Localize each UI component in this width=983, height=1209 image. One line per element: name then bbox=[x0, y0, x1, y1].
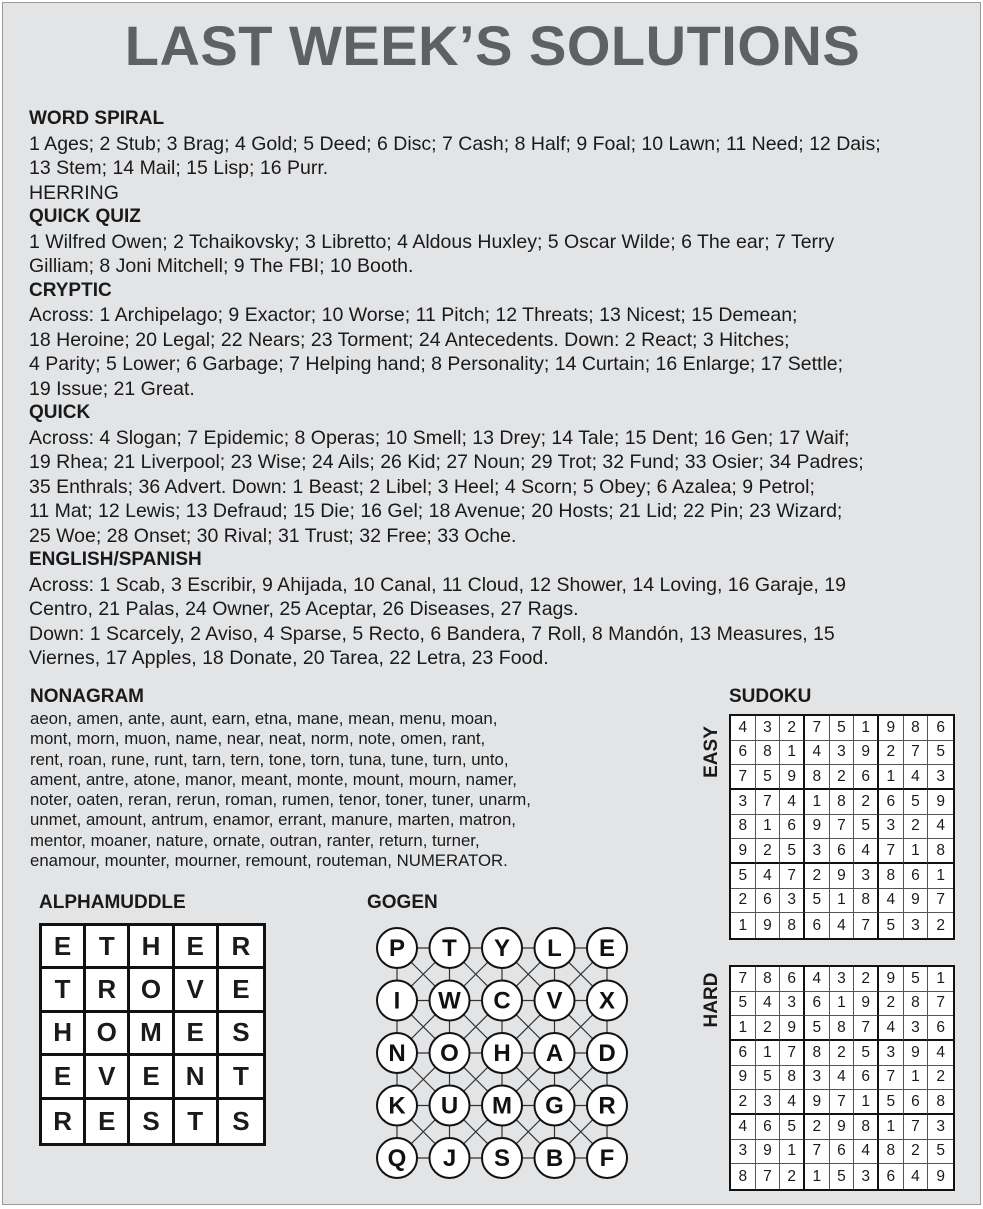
sudoku-cell: 7 bbox=[731, 765, 756, 790]
sudoku-cell: 3 bbox=[879, 1041, 904, 1066]
sudoku-cell: 5 bbox=[928, 1140, 953, 1165]
sudoku-cell: 4 bbox=[854, 839, 879, 864]
sudoku-cell: 5 bbox=[879, 1090, 904, 1115]
sudoku-cell: 8 bbox=[928, 1090, 953, 1115]
sudoku-cell: 9 bbox=[879, 716, 904, 741]
sudoku-cell: 9 bbox=[780, 1016, 805, 1041]
sudoku-cell: 6 bbox=[780, 815, 805, 840]
sudoku-hard-label: HARD bbox=[701, 972, 722, 1028]
sudoku-cell: 9 bbox=[780, 765, 805, 790]
sudoku-cell: 3 bbox=[904, 913, 929, 938]
sudoku-heading: SUDOKU bbox=[729, 686, 812, 707]
word-spiral-line: HERRING bbox=[29, 181, 119, 204]
sudoku-cell: 6 bbox=[830, 1140, 855, 1165]
nonagram-words bbox=[30, 709, 700, 871]
gogen-letter: V bbox=[546, 987, 563, 1015]
sudoku-cell: 8 bbox=[756, 967, 781, 992]
cryptic-heading: CRYPTIC bbox=[29, 279, 112, 301]
sudoku-cell: 9 bbox=[756, 1140, 781, 1165]
alphamuddle-cell: R bbox=[219, 926, 263, 969]
sudoku-cell: 6 bbox=[879, 1164, 904, 1189]
sudoku-cell: 2 bbox=[928, 1066, 953, 1091]
gogen-letter: X bbox=[598, 987, 616, 1015]
gogen-letter: Q bbox=[387, 1145, 407, 1172]
sudoku-cell: 4 bbox=[780, 790, 805, 815]
sudoku-cell: 1 bbox=[731, 913, 756, 938]
sudoku-cell: 8 bbox=[805, 765, 830, 790]
sudoku-cell: 2 bbox=[830, 1041, 855, 1066]
sudoku-cell: 1 bbox=[830, 992, 855, 1017]
sudoku-cell: 2 bbox=[731, 889, 756, 914]
sudoku-cell: 7 bbox=[904, 741, 929, 766]
alphamuddle-cell: E bbox=[42, 926, 86, 969]
sudoku-cell: 2 bbox=[805, 864, 830, 889]
nonagram-line: mentor, moaner, nature, ornate, outran, ranter, return, turner, bbox=[30, 830, 480, 850]
alphamuddle-cell: E bbox=[130, 1056, 174, 1099]
nonagram-line: noter, oaten, reran, rerun, roman, rumen, tenor, toner, tuner, unarm, bbox=[30, 790, 531, 810]
sudoku-cell: 7 bbox=[904, 1115, 929, 1140]
solutions-page bbox=[2, 2, 981, 1205]
sudoku-cell: 8 bbox=[780, 1066, 805, 1091]
alphamuddle-cell: V bbox=[175, 969, 219, 1012]
alphamuddle-cell: E bbox=[219, 969, 263, 1012]
sudoku-cell: 8 bbox=[854, 1115, 879, 1140]
nonagram-line: enamour, mounter, mourner, remount, routeman, NUMERATOR. bbox=[30, 851, 508, 871]
sudoku-cell: 1 bbox=[904, 1066, 929, 1091]
sudoku-cell: 7 bbox=[928, 889, 953, 914]
gogen-letter: P bbox=[388, 935, 406, 962]
answers-block bbox=[29, 107, 964, 671]
sudoku-cell: 5 bbox=[756, 1066, 781, 1091]
sudoku-cell: 2 bbox=[936, 916, 945, 934]
gogen-grid bbox=[367, 923, 637, 1183]
gogen-letter: C bbox=[493, 987, 511, 1015]
sudoku-cell: 7 bbox=[879, 1066, 904, 1091]
alphamuddle-cell: S bbox=[232, 1105, 250, 1136]
sudoku-cell: 3 bbox=[805, 839, 830, 864]
sudoku-cell: 7 bbox=[756, 790, 781, 815]
sudoku-cell: 5 bbox=[830, 716, 855, 741]
gogen-letter: S bbox=[493, 1145, 511, 1172]
nonagram-line: ament, antre, atone, manor, meant, monte, mount, mourn, namer, bbox=[30, 769, 517, 789]
sudoku-cell: 4 bbox=[904, 765, 929, 790]
alphamuddle-cell: O bbox=[130, 969, 174, 1012]
sudoku-cell: 2 bbox=[780, 1164, 805, 1189]
sudoku-cell: 5 bbox=[756, 765, 781, 790]
sudoku-cell: 5 bbox=[780, 1115, 805, 1140]
sudoku-easy-grid bbox=[729, 714, 955, 940]
alphamuddle-cell: T bbox=[42, 969, 86, 1012]
sudoku-cell: 3 bbox=[879, 815, 904, 840]
sudoku-cell: 3 bbox=[904, 1016, 929, 1041]
sudoku-cell: 6 bbox=[805, 913, 830, 938]
alphamuddle-cell: V bbox=[86, 1056, 130, 1099]
sudoku-cell: 7 bbox=[756, 1164, 781, 1189]
sudoku-cell: 1 bbox=[805, 1164, 830, 1189]
sudoku-cell: 8 bbox=[830, 1016, 855, 1041]
sudoku-cell: 6 bbox=[928, 1016, 953, 1041]
gogen-letter: U bbox=[440, 1092, 459, 1120]
english-spanish-line: Across: 1 Scab, 3 Escribir, 9 Ahijada, 10 Canal, 11 Cloud, 12 Shower, 14 Loving, 16 Garaje, 19 bbox=[29, 573, 846, 596]
sudoku-cell: 7 bbox=[805, 716, 830, 741]
sudoku-cell: 5 bbox=[805, 889, 830, 914]
sudoku-cell: 2 bbox=[756, 839, 781, 864]
alphamuddle-cell: N bbox=[175, 1056, 219, 1099]
sudoku-cell: 6 bbox=[879, 790, 904, 815]
sudoku-cell: 4 bbox=[756, 992, 781, 1017]
gogen-letter: W bbox=[438, 987, 461, 1015]
english-spanish-line: Viernes, 17 Apples, 18 Donate, 20 Tarea, 22 Letra, 23 Food. bbox=[29, 647, 549, 669]
sudoku-cell: 9 bbox=[731, 839, 756, 864]
nonagram-line: unmet, amount, antrum, enamor, errant, manure, marten, matron, bbox=[30, 810, 516, 830]
sudoku-cell: 2 bbox=[904, 815, 929, 840]
sudoku-cell: 4 bbox=[928, 1041, 953, 1066]
sudoku-cell: 8 bbox=[756, 741, 781, 766]
quick-line: Across: 4 Slogan; 7 Epidemic; 8 Operas; 10 Smell; 13 Drey; 14 Tale; 15 Dent; 16 Gen; 17 Waif; bbox=[29, 426, 850, 449]
quick-quiz-line: 1 Wilfred Owen; 2 Tchaikovsky; 3 Libretto; 4 Aldous Huxley; 5 Oscar Wilde; 6 The ear; 7 Terry bbox=[29, 230, 835, 253]
sudoku-cell: 3 bbox=[928, 765, 953, 790]
gogen-letter: N bbox=[388, 1040, 406, 1067]
cryptic-line: Across: 1 Archipelago; 9 Exactor; 10 Worse; 11 Pitch; 12 Threats; 13 Nicest; 15 Demean; bbox=[29, 304, 798, 326]
sudoku-cell: 9 bbox=[854, 741, 879, 766]
sudoku-easy-label: EASY bbox=[701, 726, 722, 778]
sudoku-cell: 1 bbox=[879, 765, 904, 790]
sudoku-cell: 1 bbox=[854, 716, 879, 741]
nonagram-line: aeon, amen, ante, aunt, earn, etna, mane, mean, menu, moan, bbox=[30, 709, 498, 728]
gogen-letter: B bbox=[545, 1145, 564, 1172]
gogen-letter: R bbox=[598, 1092, 616, 1120]
sudoku-cell: 2 bbox=[879, 992, 904, 1017]
sudoku-cell: 5 bbox=[854, 1041, 879, 1066]
sudoku-cell: 2 bbox=[731, 1090, 756, 1115]
alphamuddle-cell: E bbox=[175, 1013, 219, 1056]
sudoku-cell: 6 bbox=[780, 967, 805, 992]
sudoku-cell: 8 bbox=[904, 716, 929, 741]
sudoku-cell: 8 bbox=[731, 815, 756, 840]
alphamuddle-heading: ALPHAMUDDLE bbox=[39, 892, 186, 913]
gogen-letter: M bbox=[492, 1092, 512, 1120]
sudoku-cell: 4 bbox=[731, 1115, 756, 1140]
sudoku-cell: 1 bbox=[756, 815, 781, 840]
sudoku-cell: 4 bbox=[928, 815, 953, 840]
sudoku-cell: 3 bbox=[731, 790, 756, 815]
sudoku-cell: 3 bbox=[830, 741, 855, 766]
sudoku-cell: 6 bbox=[731, 1041, 756, 1066]
sudoku-cell: 4 bbox=[731, 716, 756, 741]
sudoku-cell: 1 bbox=[904, 839, 929, 864]
sudoku-cell: 4 bbox=[830, 1066, 855, 1091]
sudoku-cell: 3 bbox=[830, 967, 855, 992]
sudoku-cell: 9 bbox=[830, 1115, 855, 1140]
gogen-letter: G bbox=[545, 1092, 564, 1120]
sudoku-cell: 4 bbox=[830, 913, 855, 938]
sudoku-cell: 6 bbox=[731, 741, 756, 766]
sudoku-cell: 9 bbox=[904, 889, 929, 914]
sudoku-cell: 9 bbox=[936, 1167, 945, 1185]
sudoku-cell: 6 bbox=[904, 864, 929, 889]
sudoku-cell: 9 bbox=[928, 790, 953, 815]
sudoku-cell: 3 bbox=[756, 1090, 781, 1115]
sudoku-cell: 1 bbox=[830, 889, 855, 914]
alphamuddle-cell: T bbox=[86, 926, 130, 969]
english-spanish-line: Down: 1 Scarcely, 2 Aviso, 4 Sparse, 5 Recto, 6 Bandera, 7 Roll, 8 Mandón, 13 Measures, 15 bbox=[29, 622, 835, 645]
sudoku-cell: 6 bbox=[928, 716, 953, 741]
gogen-letter: E bbox=[598, 935, 616, 962]
alphamuddle-cell: O bbox=[86, 1013, 130, 1056]
alphamuddle-cell: R bbox=[42, 1100, 86, 1143]
sudoku-cell: 8 bbox=[928, 839, 953, 864]
sudoku-cell: 8 bbox=[904, 992, 929, 1017]
sudoku-cell: 2 bbox=[854, 790, 879, 815]
word-spiral-line: 1 Ages; 2 Stub; 3 Brag; 4 Gold; 5 Deed; 6 Disc; 7 Cash; 8 Half; 9 Foal; 10 Lawn; 11 Need; 12 Dais; bbox=[29, 132, 881, 155]
sudoku-cell: 4 bbox=[805, 741, 830, 766]
cryptic-line: 19 Issue; 21 Great. bbox=[29, 377, 195, 400]
quick-heading: QUICK bbox=[29, 402, 91, 423]
sudoku-cell: 1 bbox=[928, 967, 953, 992]
sudoku-cell: 6 bbox=[904, 1090, 929, 1115]
page-title: LAST WEEK’S SOLUTIONS bbox=[124, 14, 861, 77]
sudoku-cell: 8 bbox=[805, 1041, 830, 1066]
cryptic-line: 4 Parity; 5 Lower; 6 Garbage; 7 Helping hand; 8 Personality; 14 Curtain; 16 Enlarge; 17 Settle; bbox=[29, 353, 844, 375]
alphamuddle-cell: H bbox=[130, 926, 174, 969]
sudoku-cell: 5 bbox=[854, 815, 879, 840]
gogen-letter: L bbox=[547, 935, 562, 962]
gogen-letter: F bbox=[599, 1145, 615, 1172]
gogen-letter: A bbox=[545, 1040, 564, 1067]
sudoku-cell: 8 bbox=[879, 864, 904, 889]
sudoku-cell: 8 bbox=[830, 790, 855, 815]
sudoku-cell: 5 bbox=[830, 1164, 855, 1189]
sudoku-cell: 3 bbox=[731, 1140, 756, 1165]
sudoku-cell: 1 bbox=[780, 1140, 805, 1165]
sudoku-cell: 7 bbox=[854, 913, 879, 938]
sudoku-cell: 9 bbox=[854, 992, 879, 1017]
sudoku-cell: 1 bbox=[805, 790, 830, 815]
gogen-heading: GOGEN bbox=[367, 892, 438, 913]
sudoku-cell: 5 bbox=[780, 839, 805, 864]
gogen-letter: D bbox=[598, 1040, 616, 1067]
word-spiral-heading: WORD SPIRAL bbox=[29, 108, 165, 129]
sudoku-cell: 7 bbox=[928, 992, 953, 1017]
sudoku-cell: 6 bbox=[756, 889, 781, 914]
sudoku-cell: 6 bbox=[854, 765, 879, 790]
sudoku-cell: 4 bbox=[879, 889, 904, 914]
quick-line: 19 Rhea; 21 Liverpool; 23 Wise; 24 Ails; 26 Kid; 27 Noun; 29 Trot; 32 Fund; 33 Osier; 34 Padres; bbox=[29, 451, 864, 473]
sudoku-cell: 8 bbox=[879, 1140, 904, 1165]
alphamuddle-cell: E bbox=[86, 1100, 130, 1143]
alphamuddle-cell: M bbox=[130, 1013, 174, 1056]
sudoku-cell: 2 bbox=[904, 1140, 929, 1165]
sudoku-cell: 9 bbox=[830, 864, 855, 889]
sudoku-cell: 7 bbox=[854, 1016, 879, 1041]
sudoku-cell: 2 bbox=[830, 765, 855, 790]
sudoku-cell: 2 bbox=[780, 716, 805, 741]
sudoku-cell: 6 bbox=[756, 1115, 781, 1140]
gogen-letter: H bbox=[493, 1040, 511, 1067]
english-spanish-line: Centro, 21 Palas, 24 Owner, 25 Aceptar, 26 Diseases, 27 Rags. bbox=[29, 598, 579, 620]
alphamuddle-cell: R bbox=[86, 969, 130, 1012]
sudoku-cell: 7 bbox=[879, 839, 904, 864]
sudoku-cell: 3 bbox=[854, 864, 879, 889]
sudoku-cell: 5 bbox=[904, 790, 929, 815]
sudoku-cell: 7 bbox=[780, 864, 805, 889]
sudoku-cell: 5 bbox=[731, 864, 756, 889]
sudoku-cell: 4 bbox=[756, 864, 781, 889]
sudoku-cell: 7 bbox=[780, 1041, 805, 1066]
sudoku-cell: 7 bbox=[731, 967, 756, 992]
sudoku-cell: 1 bbox=[731, 1016, 756, 1041]
sudoku-cell: 6 bbox=[854, 1066, 879, 1091]
sudoku-cell: 2 bbox=[805, 1115, 830, 1140]
sudoku-cell: 5 bbox=[904, 967, 929, 992]
sudoku-cell: 4 bbox=[805, 967, 830, 992]
sudoku-cell: 8 bbox=[780, 913, 805, 938]
alphamuddle-cell: S bbox=[219, 1013, 263, 1056]
alphamuddle-cell: T bbox=[175, 1100, 219, 1143]
sudoku-cell: 4 bbox=[879, 1016, 904, 1041]
quick-quiz-heading: QUICK QUIZ bbox=[29, 206, 141, 227]
gogen-letter: J bbox=[442, 1145, 457, 1172]
sudoku-cell: 9 bbox=[904, 1041, 929, 1066]
alphamuddle-cell: E bbox=[42, 1056, 86, 1099]
quick-quiz-line: Gilliam; 8 Joni Mitchell; 9 The FBI; 10 Booth. bbox=[29, 255, 414, 277]
quick-line: 11 Mat; 12 Lewis; 13 Defraud; 15 Die; 16 Gel; 18 Avenue; 20 Hosts; 21 Lid; 22 Pin; 23 Wizard; bbox=[29, 500, 843, 522]
sudoku-cell: 3 bbox=[756, 716, 781, 741]
sudoku-cell: 9 bbox=[879, 967, 904, 992]
alphamuddle-cell: S bbox=[130, 1100, 174, 1143]
alphamuddle-cell: E bbox=[175, 926, 219, 969]
quick-line: 25 Woe; 28 Onset; 30 Rival; 31 Trust; 32 Free; 33 Oche. bbox=[29, 524, 517, 547]
gogen-letter: K bbox=[388, 1092, 406, 1120]
sudoku-cell: 8 bbox=[854, 889, 879, 914]
sudoku-cell: 3 bbox=[780, 992, 805, 1017]
sudoku-cell: 1 bbox=[928, 864, 953, 889]
sudoku-cell: 5 bbox=[805, 1016, 830, 1041]
sudoku-cell: 9 bbox=[756, 913, 781, 938]
gogen-letter: T bbox=[442, 935, 457, 962]
sudoku-cell: 7 bbox=[830, 815, 855, 840]
sudoku-cell: 2 bbox=[756, 1016, 781, 1041]
sudoku-cell: 3 bbox=[805, 1066, 830, 1091]
sudoku-cell: 2 bbox=[854, 967, 879, 992]
sudoku-cell: 4 bbox=[780, 1090, 805, 1115]
gogen-letter: Y bbox=[493, 935, 511, 962]
nonagram-line: mont, morn, muon, name, near, neat, norm, note, omen, rant, bbox=[30, 729, 486, 749]
sudoku-cell: 4 bbox=[854, 1140, 879, 1165]
english-spanish-heading: ENGLISH/SPANISH bbox=[29, 549, 202, 570]
sudoku-cell: 1 bbox=[854, 1090, 879, 1115]
word-spiral-line: 13 Stem; 14 Mail; 15 Lisp; 16 Purr. bbox=[29, 157, 329, 179]
sudoku-cell: 9 bbox=[805, 815, 830, 840]
gogen-letter: I bbox=[393, 987, 401, 1015]
sudoku-cell: 5 bbox=[731, 992, 756, 1017]
cryptic-line: 18 Heroine; 20 Legal; 22 Nears; 23 Torment; 24 Antecedents. Down: 2 React; 3 Hitches; bbox=[29, 328, 790, 351]
alphamuddle-cell: H bbox=[42, 1013, 86, 1056]
sudoku-cell: 6 bbox=[805, 992, 830, 1017]
sudoku-cell: 2 bbox=[879, 741, 904, 766]
sudoku-cell: 1 bbox=[780, 741, 805, 766]
sudoku-cell: 4 bbox=[904, 1164, 929, 1189]
sudoku-cell: 5 bbox=[879, 913, 904, 938]
alphamuddle-cell: T bbox=[219, 1056, 263, 1099]
gogen-letter: O bbox=[440, 1040, 459, 1067]
sudoku-cell: 1 bbox=[756, 1041, 781, 1066]
sudoku-cell: 7 bbox=[805, 1140, 830, 1165]
nonagram-line: rent, roan, rune, runt, tarn, tern, tone, torn, tuna, tune, turn, unto, bbox=[30, 749, 509, 769]
nonagram-heading: NONAGRAM bbox=[30, 686, 144, 707]
sudoku-cell: 6 bbox=[830, 839, 855, 864]
sudoku-cell: 3 bbox=[854, 1164, 879, 1189]
sudoku-cell: 5 bbox=[928, 741, 953, 766]
sudoku-cell: 9 bbox=[805, 1090, 830, 1115]
sudoku-cell: 9 bbox=[731, 1066, 756, 1091]
sudoku-cell: 3 bbox=[780, 889, 805, 914]
sudoku-hard-grid bbox=[729, 965, 955, 1191]
sudoku-cell: 3 bbox=[928, 1115, 953, 1140]
sudoku-cell: 1 bbox=[879, 1115, 904, 1140]
sudoku-cell: 8 bbox=[731, 1164, 756, 1189]
alphamuddle-grid bbox=[39, 923, 266, 1146]
quick-line: 35 Enthrals; 36 Advert. Down: 1 Beast; 2 Libel; 3 Heel; 4 Scorn; 5 Obey; 6 Azalea; 9 Petrol; bbox=[29, 475, 815, 498]
sudoku-cell: 7 bbox=[830, 1090, 855, 1115]
